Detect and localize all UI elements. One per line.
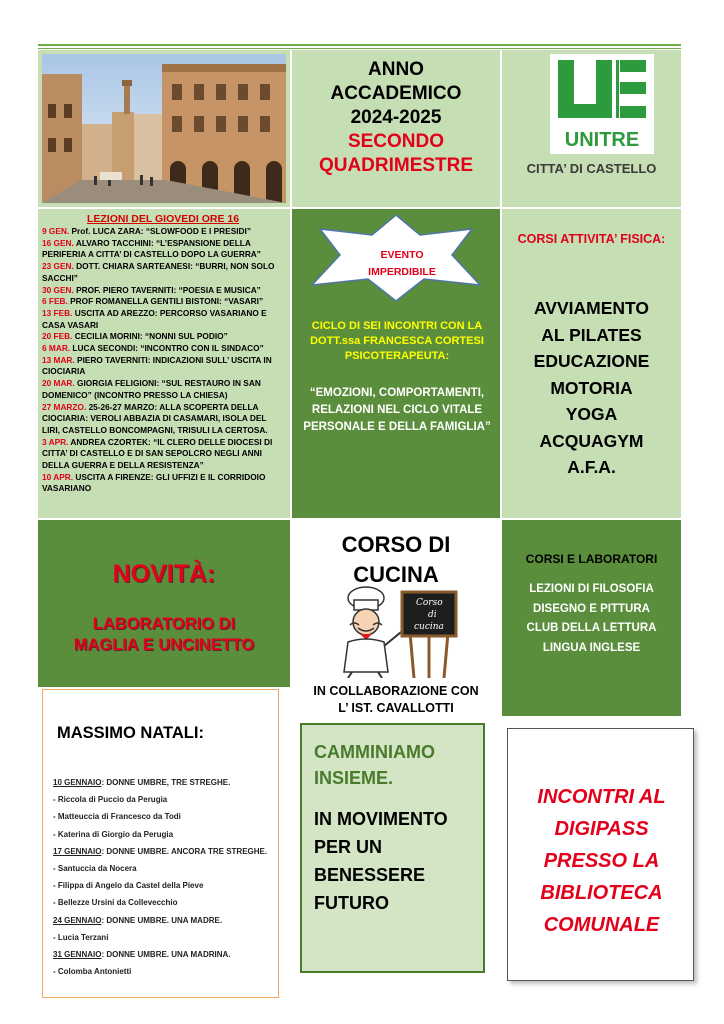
lesson-date: 10 APR. (42, 471, 74, 482)
natali-text: : DONNE UMBRE. UNA MADRINA. (101, 950, 231, 960)
digipass-meetings (507, 728, 694, 981)
sport-item: EDUCAZIONE (533, 351, 650, 371)
featured-event (292, 209, 500, 518)
event-label-line-1: EVENTO (380, 249, 424, 261)
city-name: CITTA’ DI CASTELLO (526, 161, 657, 176)
natali-date: 24 GENNAIO (53, 915, 102, 925)
natali-text: - Riccola di Puccio da Perugia (53, 795, 168, 805)
logo-area (502, 50, 681, 207)
cooking-course (292, 520, 500, 716)
natali-text: - Filippa di Angelo da Castel della Pieve (53, 881, 204, 891)
news-subtitle-line-2: MAGLIA E UNCINETTO (73, 636, 255, 654)
digipass-line-2: DIGIPASS (554, 818, 649, 840)
lesson-item (42, 378, 284, 401)
walk-body-line-2: PER UN (314, 837, 383, 857)
lessons-heading: LEZIONI DEL GIOVEDI ORE 16 (86, 213, 240, 225)
lesson-item (42, 472, 284, 495)
lesson-date: 27 MARZO. (42, 401, 87, 412)
thursday-lessons (38, 209, 290, 518)
digipass-line-3: PRESSO LA (543, 850, 660, 872)
natali-item (53, 929, 275, 946)
lesson-text: CECILIA MORINI: “NONNI SUL PODIO” (72, 331, 228, 342)
event-label (342, 247, 462, 281)
digipass-line-5: COMUNALE (543, 914, 660, 936)
lesson-text: PROF. PIERO TAVERNITI: “POESIA E MUSICA” (73, 284, 261, 295)
natali-text: - Matteuccia di Francesco da Todi (53, 812, 181, 822)
natali-date: 31 GENNAIO (53, 950, 102, 960)
unitre-logo-mark (550, 54, 654, 154)
town-square-photo (38, 50, 290, 207)
lesson-date: 9 GEN. (42, 226, 70, 236)
natali-item (53, 860, 275, 877)
lab-item: LEZIONI DI FILOSOFIA (529, 583, 654, 595)
natali-list (53, 774, 275, 980)
news-subtitle (38, 614, 290, 656)
lesson-text: Prof. LUCA ZARA: “SLOWFOOD E I PRESIDI” (69, 226, 251, 236)
labs-heading: CORSI E LABORATORI (525, 552, 658, 566)
chef-illustration (332, 586, 462, 678)
lesson-date: 6 FEB. (42, 296, 68, 307)
sport-item: MOTORIA (550, 377, 633, 398)
subtitle-line-1: SECONDO (347, 131, 445, 152)
lesson-text: PIERO TAVERNITI: INDICAZIONI SULL’ USCITA IN CIOCIARIA (42, 354, 272, 377)
natali-item (53, 826, 275, 843)
lesson-text: GIORGIA FELIGIONI: “SUL RESTAURO IN SAN DOMENICO” (INCONTRO PRESSO LA CHIESA) (42, 378, 261, 400)
walking-group (300, 723, 485, 973)
lesson-text: PROF ROMANELLA GENTILI BISTONI: “VASARI” (67, 296, 264, 307)
lesson-item (42, 437, 284, 472)
event-label-line-2: IMPERDIBILE (368, 266, 436, 278)
lesson-text: 25-26-27 MARZO: ALLA SCOPERTA DELLA CIOCIARIA: VEROLI ABBAZIA DI CASAMARI, ISOLA DEL LIRI, CASTELLO BONCOMPAGNI, TRISULI LA CERTOSA. (42, 401, 268, 435)
natali-text: - Colomba Antonietti (53, 967, 132, 977)
title-line-2: ACCADEMICO (330, 83, 462, 104)
natali-text: - Santuccia da Nocera (53, 864, 137, 874)
collab-line-2: L’ IST. CAVALLOTTI (338, 701, 454, 715)
lesson-item (42, 296, 284, 308)
sport-item: ACQUAGYM (539, 430, 644, 451)
lesson-date: 13 MAR. (42, 354, 75, 365)
walk-title (314, 739, 479, 791)
lesson-text: ALVARO TACCHINI: “L’ESPANSIONE DELLA PERIFERIA A CITTA’ DI CASTELLO DOPO LA GUERRA” (42, 237, 261, 260)
digipass-line-4: BIBLIOTECA (540, 882, 663, 904)
lesson-date: 13 FEB. (42, 307, 73, 318)
sport-item: AVVIAMENTO (533, 298, 650, 318)
walk-body-line-1: IN MOVIMENTO (314, 809, 448, 829)
cooking-title-line-1: CORSO DI (341, 532, 451, 557)
natali-text: - Katerina di Giorgio da Perugia (53, 829, 174, 839)
lab-item: LINGUA INGLESE (542, 641, 641, 654)
news-subtitle-line-1: LABORATORIO DI (92, 615, 236, 633)
piazza-image (42, 54, 286, 203)
lesson-item (42, 343, 284, 355)
board-line-1: Corso (416, 598, 443, 608)
courses-labs (502, 520, 681, 716)
labs-list (502, 580, 681, 658)
natali-text: - Lucia Terzani (53, 932, 109, 942)
natali-text: - Bellezze Ursini da Collevecchio (53, 898, 178, 908)
cooking-title-line-2: CUCINA (353, 562, 439, 587)
lab-item: CLUB DELLA LETTURA (526, 622, 657, 634)
sport-item: AL PILATES (541, 324, 642, 345)
cooking-collaboration (292, 683, 500, 717)
top-rule (38, 44, 681, 46)
lesson-date: 23 GEN. (42, 261, 74, 272)
natali-date: 17 GENNAIO (53, 846, 102, 856)
physical-activity (502, 209, 681, 518)
sport-list (502, 295, 681, 481)
walk-title-line-2: INSIEME. (314, 768, 394, 788)
cooking-title (292, 530, 500, 590)
news-panel (38, 520, 290, 687)
natali-item (53, 808, 275, 825)
sport-heading: CORSI ATTIVITA’ FISICA: (517, 232, 666, 246)
logo-text: UNITRE (564, 129, 640, 151)
lesson-date: 6 MAR. (42, 343, 71, 354)
walk-body (314, 805, 479, 917)
academic-year-title (292, 50, 500, 207)
lesson-item (42, 238, 284, 261)
board-line-3: cucina (414, 622, 444, 632)
lesson-date: 20 FEB. (42, 331, 73, 342)
natali-date: 10 GENNAIO (53, 778, 102, 787)
natali-item (53, 843, 275, 860)
lesson-item (42, 308, 284, 331)
lesson-text: LUCA SECONDI: “INCONTRO CON IL SINDACO” (70, 343, 264, 354)
lesson-date: 30 GEN. (42, 284, 74, 295)
natali-item (53, 791, 275, 808)
sport-item: YOGA (565, 404, 618, 424)
top-rule-thin (38, 48, 681, 49)
event-quote: “EMOZIONI, COMPORTAMENTI, RELAZIONI NEL CICLO VITALE PERSONALE E DELLA FAMIGLIA” (303, 387, 491, 433)
lesson-date: 3 APR. (42, 436, 69, 447)
lesson-date: 20 MAR. (42, 378, 75, 389)
board-line-2: di (428, 610, 437, 620)
lesson-date: 16 GEN. (42, 237, 74, 248)
lesson-text: DOTT. CHIARA SARTEANESI: “BURRI, NON SOLO SACCHI” (42, 261, 275, 283)
walk-title-line-1: CAMMINIAMO (314, 742, 435, 762)
lesson-item (42, 226, 284, 238)
walk-body-line-3: BENESSERE (314, 865, 426, 885)
subtitle-line-2: QUADRIMESTRE (318, 155, 474, 176)
lab-item: DISEGNO E PITTURA (533, 602, 650, 615)
natali-item (53, 877, 275, 894)
natali-item (53, 894, 275, 911)
lesson-item (42, 285, 284, 297)
title-line-1: ANNO (368, 59, 424, 80)
natali-lectures (42, 689, 279, 998)
sport-item: A.F.A. (567, 457, 616, 477)
walk-body-line-4: FUTURO (314, 893, 389, 913)
natali-text: : DONNE UMBRE. ANCORA TRE STREGHE. (101, 846, 268, 856)
lesson-text: USCITA AD AREZZO: PERCORSO VASARIANO E CASA VASARI (42, 307, 267, 330)
lesson-item (42, 261, 284, 284)
unitre-logo (550, 54, 654, 154)
natali-item (53, 912, 275, 929)
lesson-item (42, 355, 284, 378)
lesson-item (42, 331, 284, 343)
news-title: NOVITÀ: (112, 560, 216, 588)
natali-title: MASSIMO NATALI: (57, 724, 204, 742)
natali-item (53, 946, 275, 963)
lesson-text: USCITA A FIRENZE: GLI UFFIZI E IL CORRIDOIO VASARIANO (42, 471, 266, 494)
collab-line-1: IN COLLABORAZIONE CON (313, 684, 479, 698)
event-cycle: CICLO DI SEI INCONTRI CON LA DOTT.ssa FRANCESCA CORTESI PSICOTERAPEUTA: (310, 320, 484, 362)
title-line-3: 2024-2025 (350, 107, 442, 128)
natali-text: : DONNE UMBRE, TRE STREGHE. (101, 778, 231, 787)
natali-text: : DONNE UMBRE. UNA MADRE. (101, 915, 223, 925)
natali-item (53, 774, 275, 791)
lesson-item (42, 402, 284, 437)
digipass-text (508, 781, 695, 941)
lesson-text: ANDREA CZORTEK: “IL CLERO DELLE DIOCESI DI CITTA’ DI CASTELLO E DI SAN SEPOLCRO NEGLI ANNI DELLA GUERRA E DELLA RESISTENZA” (42, 436, 273, 471)
digipass-line-1: INCONTRI AL (537, 786, 666, 808)
natali-item (53, 963, 275, 980)
